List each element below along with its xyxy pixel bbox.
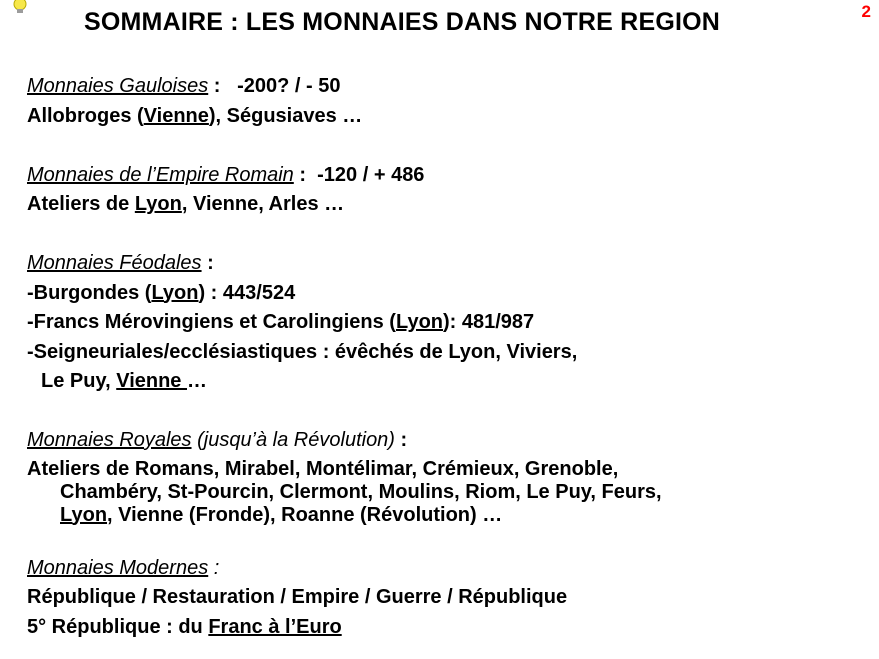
section-heading-royales bbox=[27, 426, 867, 456]
section-line: -Burgondes (Lyon) : 443/524 bbox=[27, 281, 296, 304]
heading-sep: : bbox=[394, 429, 408, 451]
heading-sep: : bbox=[208, 556, 220, 579]
paragraph-line: Ateliers de Romans, Mirabel, Montélimar, Crémieux, Grenoble, bbox=[27, 457, 619, 480]
summary-content bbox=[27, 72, 867, 642]
heading-sep: : bbox=[293, 163, 307, 186]
section-heading-gauloises bbox=[27, 72, 867, 102]
heading-sep: : bbox=[208, 75, 221, 97]
heading-sep: : bbox=[201, 252, 214, 274]
page-title: SOMMAIRE : LES MONNAIES DANS NOTRE REGION bbox=[84, 8, 721, 36]
heading-text: Monnaies de l’Empire Romain bbox=[27, 163, 294, 186]
section-line: République / Restauration / Empire / Guerre / République bbox=[27, 586, 568, 608]
section-heading-feodales bbox=[27, 249, 867, 279]
heading-text: Monnaies Gauloises bbox=[27, 75, 209, 97]
heading-text: Monnaies Féodales bbox=[27, 252, 202, 274]
section-line: Ateliers de Lyon, Vienne, Arles … bbox=[27, 193, 345, 215]
paragraph-line: Lyon, Vienne (Fronde), Roanne (Révolution) … bbox=[60, 503, 503, 526]
section-heading-modernes bbox=[27, 554, 867, 584]
underlined-phrase: Franc à l’Euro bbox=[208, 615, 342, 638]
heading-text: Monnaies Royales bbox=[27, 429, 192, 451]
section-heading-romain bbox=[27, 161, 867, 191]
underlined-place: Vienne bbox=[116, 370, 187, 392]
heading-dates: -120 / + 486 bbox=[306, 163, 425, 186]
section-line: -Francs Mérovingiens et Carolingiens (Lyon): 481/987 bbox=[27, 311, 535, 333]
heading-note: (jusqu’à la Révolution) bbox=[191, 429, 395, 451]
underlined-place: Lyon bbox=[395, 311, 443, 333]
underlined-place: Lyon bbox=[134, 193, 182, 215]
underlined-place: Lyon bbox=[151, 281, 199, 304]
section-paragraph bbox=[27, 456, 867, 531]
section-line: Le Puy, Vienne … bbox=[41, 370, 207, 392]
section-line: 5° République : du Franc à l’Euro bbox=[27, 615, 342, 638]
underlined-place: Lyon bbox=[60, 503, 108, 526]
section-line: Allobroges (Vienne), Ségusiaves … bbox=[27, 104, 363, 127]
paragraph-line: Chambéry, St-Pourcin, Clermont, Moulins, Riom, Le Puy, Feurs, bbox=[60, 480, 662, 503]
underlined-place: Vienne bbox=[143, 104, 209, 127]
lightbulb-icon[interactable] bbox=[11, 0, 29, 14]
heading-text: Monnaies Modernes bbox=[27, 556, 209, 579]
section-line: -Seigneuriales/ecclésiastiques : évêchés de Lyon, Viviers, bbox=[27, 340, 578, 363]
heading-dates: -200? / - 50 bbox=[220, 75, 341, 97]
page-number: 2 bbox=[861, 2, 871, 21]
